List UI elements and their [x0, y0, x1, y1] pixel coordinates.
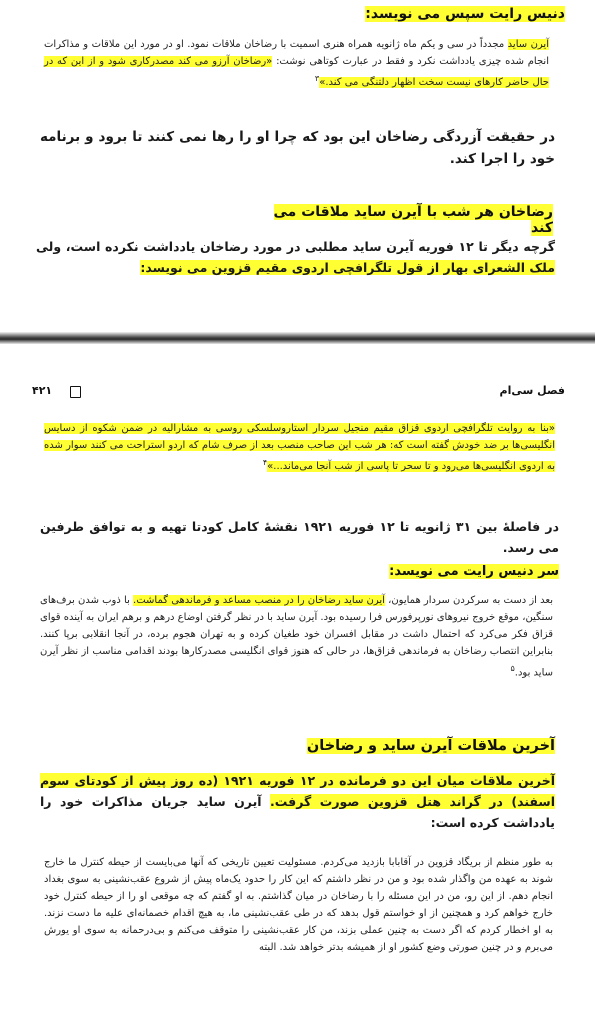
highlight: سر دنیس رایت می نویسد: — [389, 564, 559, 579]
footnote-marker: ۴ — [262, 458, 268, 467]
heading-last-meeting — [296, 738, 555, 754]
paragraph-reza-annoyance: در حقیقت آزردگی رضاخان این بود که چرا او را رها نمی کنند تا برود و برنامه خود را اجرا کند. — [40, 129, 555, 167]
page-number: ۴۲۱ — [32, 384, 53, 397]
highlight: دنیس رایت سپس می نویسد: — [365, 6, 565, 22]
quote-block-3 — [40, 592, 553, 681]
highlight: رضاخان هر شب با آیرن ساید ملاقات می کند — [273, 204, 553, 236]
paragraph-last-meeting — [40, 770, 555, 833]
bottom-page-fragment — [0, 344, 595, 1024]
heading-sir-dennis-wright — [354, 564, 559, 579]
quote-text: مجدداً در سی و یکم ماه ژانویه همراه هنری اسمیت با رضاخان ملاقات نمود. او در مورد این ملاقات و مذاکرات انجام شده چیزی یادداشت نکرد و فقط در عبارت کوتاهی نوشت: — [44, 39, 549, 67]
quote-block-2 — [44, 420, 555, 475]
footnote-marker: ۵ — [510, 664, 515, 673]
running-header — [32, 384, 565, 402]
highlight: آیرن ساید رضاخان را در منصب مساعد و فرماندهی گماشت. — [133, 595, 385, 606]
highlight: ملک الشعرای بهار از قول تلگرافچی اردوی مقیم قزوین می نویسد: — [140, 260, 555, 275]
paragraph-bahar-quote-intro — [36, 236, 555, 278]
book-icon — [70, 386, 81, 398]
footnote-marker: ۳ — [314, 74, 320, 83]
quote-text: بعد از دست به سرکردن سردار همایون، — [384, 595, 553, 606]
paragraph-text: آیرن ساید جریان مذاکرات خود را یادداشت کرده است: — [40, 794, 555, 830]
highlight: آخرین ملاقات آیرن ساید و رضاخان — [306, 738, 555, 754]
page-divider — [0, 332, 595, 344]
highlight: «بنا به روایت تلگرافچی اردوی قزاق مقیم منجیل سردار استاروسلسکی روسی به مشارالیه در ضمن شکوه از دسایس انگلیسی‌ها بر ضد خودش گفته است که: هر شب این صاحب منصب بعد از صرف شام که اردو استراحت می کنند سوار شده به اردوی انگلیسی‌ها می‌رود و تا سحر تا پاسی از شب آنجا می‌ماند...» — [44, 423, 555, 473]
quote-block-4: به طور منظم از بریگاد قزوین در آقابابا بازدید می‌کردم. مسئولیت تعیین تاریخی که آنها می‌بایست از حیطه کنترل ما خارج شوند به عهده من واگذار شده بود و من در نظر داشتم که این کار را حدود یک‌ماه پیش از شروع عقب‌نشینی به سوی بغداد انجام دهم. از این رو، من در این مسئله را با رضاخان در میان گذاشتم. به او گفتم که چه موقعی او را از حیطه کنترل خود خارج خواهم کرد و همچنین از او خواستم قول بدهد که در طی عقب‌نشینی ما، به هیچ اقدام خصمانه‌ای علیه ما دست نزند. به او اخطار کردم که اگر دست به چنین عملی بزند، من کار عقب‌نشینی را متوقف می‌کنم و بی‌درحمانه به سوی او یورش می‌برم و در چنین صورتی وضع کشور او از همیشه بدتر خواهد شد. البته — [44, 857, 553, 953]
top-page-fragment — [0, 0, 595, 332]
highlight: آخرین ملاقات میان این دو فرمانده در ۱۲ فوریه ۱۹۲۱ (ده روز پیش از کودتای سوم اسفند) در گراند هتل قزوین صورت گرفت. — [40, 773, 555, 809]
paragraph-text: گرچه دیگر تا ۱۲ فوریه آیرن ساید مطلبی در مورد رضاخان یادداشت نکرده است، ولی — [36, 239, 555, 254]
paragraph-coup-plan: در فاصلهٔ بین ۳۱ ژانویه تا ۱۲ فوریه ۱۹۲۱ نقشهٔ کامل کودتا تهیه و به توافق طرفین می رسد. — [40, 519, 559, 555]
heading-dennis-wright — [300, 6, 565, 22]
heading-nightly-meetings — [250, 204, 553, 236]
quote-block-1 — [44, 36, 549, 91]
quote-text: با ذوب شدن برف‌های سنگین، موقع خروج نیروهای نورپرفورس فرا رسیده بود. آیرن ساید با در نظر گرفتن اوضاع درهم و برهم ایران به آینده قوای قزاق فکر می‌کرد که احتمال داشت در مقابل افسران خود طغیان کرده و به تهران هجوم برده، در آنجا انقلابی برپا کنند. بنابراین انتصاب رضاخان به فرماندهی قزاق‌ها، در حالی که هنوز قوای انگلیسی مصدرکارها بودند اقدامی مناسب از نظر آیرن ساید بود. — [40, 595, 553, 679]
chapter-title: فصل سی‌ام — [499, 384, 565, 397]
highlight: آیرن ساید — [507, 39, 549, 50]
highlight: «رضاخان آرزو می کند مصدرکاری شود و از این که در حال حاضر کارهای نیست سخت اظهار دلتنگی می کند.» — [44, 56, 549, 89]
